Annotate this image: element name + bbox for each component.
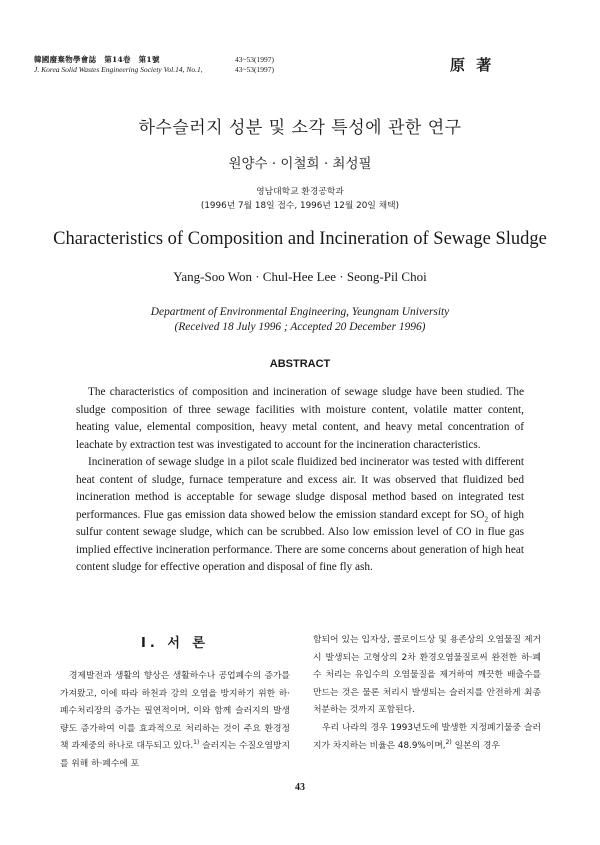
affiliation-english: Department of Environmental Engineering, Yeungnam University [150,306,450,318]
left-column-text [60,668,290,774]
so2-subscript: 2 [484,514,489,523]
dates-english: (Received 18 July 1996 ; Accepted 20 December 1996) [174,321,426,333]
affiliation-korean: 영남대학교 환경공학과 [256,187,344,197]
intro-p2-text-a: 우리 나라의 경우 1993년도에 발생한 지정폐기물중 슬러지가 차지하는 비율은 48.9%이며, [313,722,541,751]
right-column [313,632,541,755]
authors-english: Yang-Soo Won · Chul-Hee Lee · Seong-Pil Choi [173,269,427,284]
abstract-paragraph-1: The characteristics of composition and incineration of sewage sludge have been studied. The sludge composition of three sewage facilities with moisture content, volatile matter content, heating value, elemental composition, heavy metal content, and heavy metal concentration of leachate by extraction test was investigated to account for the incineration characteristics. [76,386,524,451]
abstract-heading: ABSTRACT [269,358,331,370]
intro-paragraph-1 [60,668,290,774]
intro-text-b: 슬러지는 수질오염방지를 위해 하·폐수에 포 [60,741,290,769]
page-range-en: 43~53(1997) [235,65,275,74]
journal-page-range [235,55,274,75]
title-korean: 하수슬러지 성분 및 소각 특성에 관한 연구 [138,118,462,138]
page-range-ko: 43~53(1997) [235,55,275,64]
page-number: 43 [295,782,305,793]
intro-p2-text-b: 일본의 경우 [451,740,500,751]
abstract-body [76,384,524,577]
abstract-p2-text-a: Incineration of sewage sludge in a pilot scale fluidized bed incinerator was tested with different heat content of sludge, furnace temperature and excess air. It was observed that fluidized bed incineration method is acceptable for sewage sludge disposal method based on integrated test performances. Flue gas emission data showed below the emission standard except for SO [76,456,524,521]
abstract-p2-text-b: of high sulfur content sewage sludge, which can be scrubbed. Also low emission level of CO in flue gas implied effective incineration performance. There are some concerns about generation of high heat content sludge for effective operation and disposal of fine fly ash. [76,508,524,573]
left-column [60,636,290,774]
journal-header [34,55,203,75]
authors-korean: 원양수 · 이철희 · 최성필 [228,156,372,172]
intro-paragraph-continued: 함되어 있는 입자상, 콜로이드상 및 용존상의 오염물질 제거시 발생되는 고형상의 2차 환경오염물질로써 완전한 하·폐수 처리는 유입수의 오염물질을 제거하여 깨끗한 배출수를 만드는 것은 물론 처리시 발생되는 슬러지를 안전하게 최종 처분하는 것까지 포함된다. [313,635,541,716]
article-type-label: 原 著 [450,56,495,74]
dates-korean: (1996년 7월 18일 접수, 1996년 12월 20일 채택) [200,201,400,211]
journal-name-english: J. Korea Solid Wastes Engineering Society Vol.14, No.1, [34,65,203,74]
title-english: Characteristics of Composition and Incineration of Sewage Sludge [53,229,547,249]
section-heading-introduction: Ⅰ. 서 론 [141,636,209,651]
abstract-paragraph-2 [76,454,524,577]
journal-name-korean: 韓國廢棄物學會誌 第14卷 第1號 [34,55,160,64]
intro-paragraph-2 [313,720,541,755]
intro-text-a: 경제발전과 생활의 향상은 생활하수나 공업폐수의 증가를 가져왔고, 이에 따라 하천과 강의 오염을 방지하기 위한 하·폐수처리장의 증가는 필연적이며, 이와 함께 슬러지의 발생량도 증가하여 이를 효과적으로 처리하는 것이 주요 환경정책 과제중의 하나로 대두되고 있다. [60,671,290,752]
citation-1: 1) [193,739,200,747]
right-column-text [313,632,541,755]
citation-2: 2) [445,738,452,746]
